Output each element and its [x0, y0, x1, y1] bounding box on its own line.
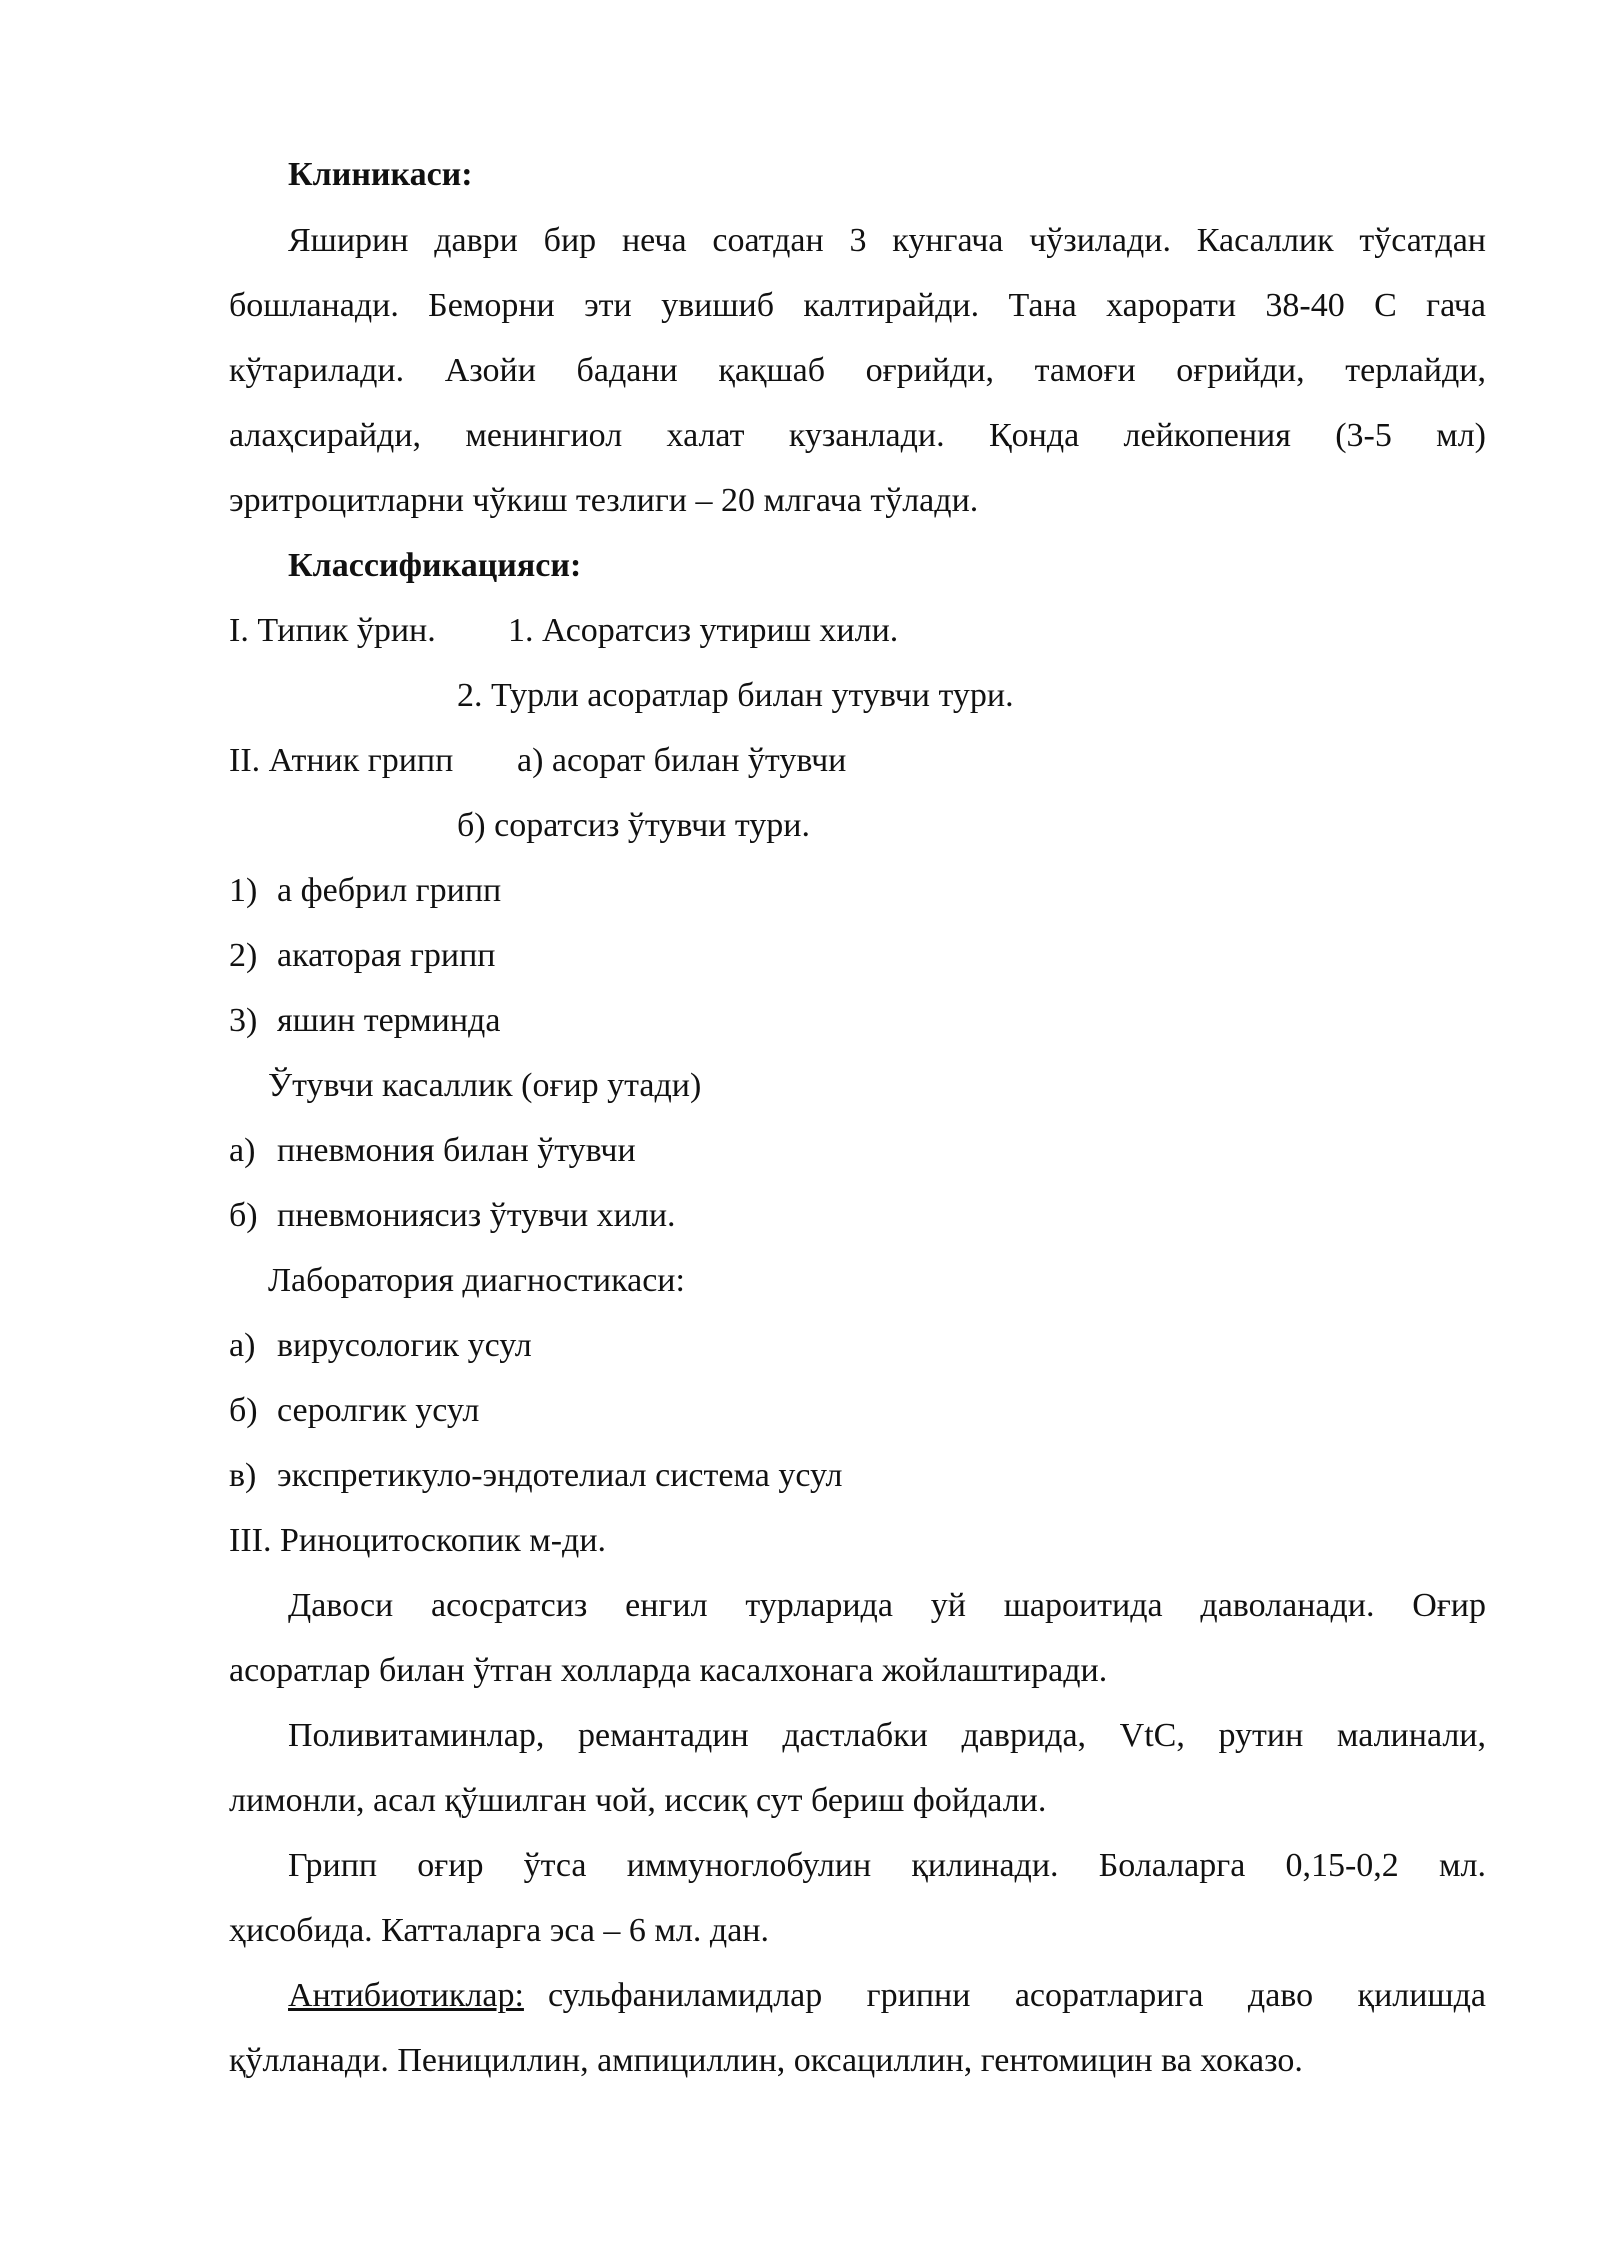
paragraph-2-line-1: Давоси асосратсиз енгил турларида уй шароитида даволанади. Оғир	[288, 1587, 1486, 1624]
paragraph-4-line-1: Грипп оғир ўтса иммуноглобулин қилинади. Болаларга 0,15-0,2 мл.	[288, 1847, 1486, 1884]
list1-item-1: а фебрил грипп	[277, 872, 502, 909]
lab-heading: Лаборатория диагностикаси:	[268, 1262, 685, 1299]
class-i-label: I. Типик ўрин.	[229, 612, 436, 649]
class-i-item-2: 2. Турли асоратлар билан утувчи тури.	[457, 677, 1014, 714]
antibiotics-term	[288, 1976, 524, 2016]
list1-item-2: акаторая грипп	[277, 937, 496, 974]
class-ii-label: II. Атник грипп	[229, 742, 454, 779]
heading-clinic: Клиникаси:	[288, 156, 473, 193]
list1-marker-3: 3)	[229, 1002, 258, 1039]
list3-item-1: вирусологик усул	[277, 1327, 532, 1364]
paragraph-1-line-2: бошланади. Беморни эти увишиб калтирайди. Тана харорати 38-40 С гача	[229, 287, 1486, 324]
heading-classification: Классификацияси:	[288, 547, 582, 584]
paragraph-3-line-1: Поливитаминлар, ремантадин дастлабки даврида, VtC, рутин малинали,	[288, 1717, 1486, 1754]
paragraph-5-line-1-rest: сульфаниламидлар грипни асоратларига даво қилишда	[548, 1977, 1486, 2014]
class-ii-item-a: а) асорат билан ўтувчи	[517, 742, 847, 779]
paragraph-5-line-2: қўлланади. Пенициллин, ампициллин, оксациллин, гентомицин ва хоказо.	[229, 2042, 1303, 2079]
paragraph-4-line-2: ҳисобида. Катталарга эса – 6 мл. дан.	[229, 1912, 769, 1949]
heavy-course-label: Ўтувчи касаллик (оғир утади)	[268, 1067, 702, 1104]
list2-marker-1: а)	[229, 1132, 256, 1169]
list1-marker-2: 2)	[229, 937, 258, 974]
paragraph-1-line-1: Яширин даври бир неча соатдан 3 кунгача чўзилади. Касаллик тўсатдан	[288, 222, 1486, 259]
list3-marker-2: б)	[229, 1392, 258, 1429]
list3-marker-3: в)	[229, 1457, 257, 1494]
list3-item-2: серолгик усул	[277, 1392, 480, 1429]
paragraph-1-line-3: кўтарилади. Азойи бадани қақшаб оғрийди, тамоғи оғрийди, терлайди,	[229, 352, 1486, 389]
paragraph-2-line-2: асоратлар билан ўтган холларда касалхонага жойлаштиради.	[229, 1652, 1108, 1689]
list2-marker-2: б)	[229, 1197, 258, 1234]
paragraph-1-line-5: эритроцитларни чўкиш тезлиги – 20 млгача тўлади.	[229, 482, 979, 519]
paragraph-3-line-2: лимонли, асал қўшилган чой, иссиқ сут бериш фойдали.	[229, 1782, 1047, 1819]
list2-item-1: пневмония билан ўтувчи	[277, 1132, 636, 1169]
list3-item-3: экспретикуло-эндотелиал система усул	[277, 1457, 843, 1494]
list1-marker-1: 1)	[229, 872, 258, 909]
list2-item-2: пневмониясиз ўтувчи хили.	[277, 1197, 676, 1234]
list1-item-3: яшин терминда	[277, 1002, 501, 1039]
class-ii-item-b: б) соратсиз ўтувчи тури.	[457, 807, 810, 844]
class-iii: III. Риноцитоскопик м-ди.	[229, 1522, 607, 1559]
antibiotics-term-underlined: Антибиотиклар:	[288, 1977, 524, 2014]
class-i-item-1: 1. Асоратсиз утириш хили.	[508, 612, 899, 649]
paragraph-1-line-4: алаҳсирайди, менингиол халат кузанлади. Қонда лейкопения (3-5 мл)	[229, 417, 1486, 454]
list3-marker-1: а)	[229, 1327, 256, 1364]
